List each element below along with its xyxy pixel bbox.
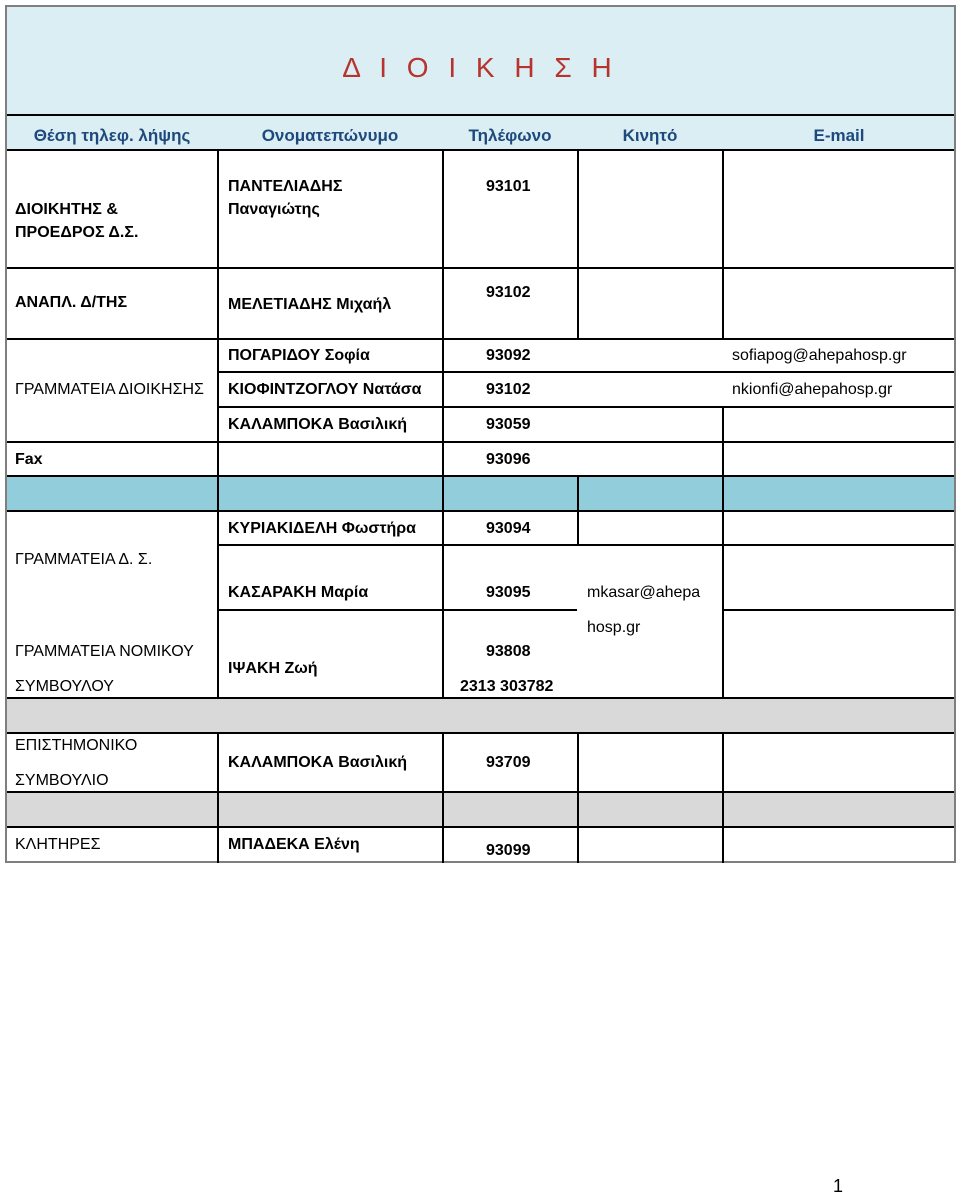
grid-line — [577, 510, 579, 545]
person-name: ΜΠΑΔΕΚΑ Ελένη — [228, 836, 360, 853]
email-address[interactable]: hosp.gr — [587, 619, 641, 636]
position-label: ΣΥΜΒΟΥΛΟΥ — [15, 678, 114, 695]
phone-number: 93099 — [486, 842, 531, 859]
grid-line — [7, 338, 954, 340]
header-position: Θέση τηλεφ. λήψης — [33, 126, 191, 145]
grid-line — [7, 441, 954, 443]
grid-line — [7, 149, 954, 151]
grid-line — [722, 475, 724, 510]
grid-line — [217, 609, 577, 611]
grid-line — [7, 791, 954, 793]
person-name: ΜΕΛΕΤΙΑΔΗΣ Μιχαήλ — [228, 296, 392, 313]
header-mobile: Κινητό — [622, 126, 678, 145]
grid-line — [442, 510, 444, 698]
grid-line — [442, 149, 444, 441]
grid-line — [7, 732, 954, 734]
grid-line — [722, 441, 724, 476]
gray-separator-band-2 — [7, 792, 954, 827]
grid-line — [217, 544, 954, 546]
grid-line — [722, 732, 724, 863]
grid-line — [442, 732, 444, 863]
grid-line — [217, 371, 954, 373]
phone-number: 93709 — [486, 754, 531, 771]
grid-line — [722, 149, 724, 339]
phone-number: 93092 — [486, 347, 531, 364]
gray-separator-band-1 — [7, 698, 954, 733]
phone-number: 2313 303782 — [460, 678, 554, 695]
person-name: ΚΙΟΦΙΝΤΖΟΓΛΟΥ Νατάσα — [228, 381, 422, 398]
page-title: Δ Ι Ο Ι Κ Η Σ Η — [342, 52, 618, 83]
person-name: ΙΨΑΚΗ Ζωή — [228, 660, 318, 677]
blue-separator-band — [7, 476, 954, 511]
grid-line — [217, 406, 954, 408]
grid-line — [7, 114, 954, 116]
person-name: Παναγιώτης — [228, 201, 320, 218]
position-label: ΑΝΑΠΛ. Δ/ΤΗΣ — [15, 294, 128, 311]
grid-line — [7, 826, 954, 828]
person-name: ΚΑΛΑΜΠΟΚΑ Βασιλική — [228, 754, 408, 771]
person-name: ΚΑΣΑΡΑΚΗ Μαρία — [228, 584, 369, 601]
email-address[interactable]: nkionfi@ahepahosp.gr — [732, 381, 893, 398]
grid-line — [722, 406, 724, 441]
grid-line — [7, 475, 954, 477]
grid-line — [7, 267, 954, 269]
position-label: ΕΠΙΣΤΗΜΟΝΙΚΟ — [15, 737, 138, 754]
grid-line — [442, 475, 444, 510]
email-address[interactable]: sofiapog@ahepahosp.gr — [732, 347, 907, 364]
grid-line — [577, 475, 579, 510]
position-label: ΔΙΟΙΚΗΤΗΣ & — [15, 201, 118, 218]
fax-number: 93096 — [486, 451, 531, 468]
phone-number: 93102 — [486, 381, 531, 398]
header-name: Ονοματεπώνυμο — [261, 126, 399, 145]
grid-line — [722, 510, 724, 698]
phone-number: 93094 — [486, 520, 531, 537]
page-number: 1 — [833, 1176, 844, 1196]
grid-line — [442, 441, 444, 476]
header-email: E-mail — [813, 126, 865, 145]
position-label: ΓΡΑΜΜΑΤΕΙΑ ΔΙΟΙΚΗΣΗΣ — [15, 381, 204, 398]
grid-line — [217, 441, 219, 476]
grid-line — [217, 149, 219, 441]
position-label: ΣΥΜΒΟΥΛΙΟ — [15, 772, 109, 789]
position-label: ΠΡΟΕΔΡΟΣ Δ.Σ. — [15, 224, 139, 241]
position-label: ΚΛΗΤΗΡΕΣ — [15, 836, 101, 853]
phone-number: 93102 — [486, 284, 531, 301]
grid-line — [7, 510, 954, 512]
person-name: ΚΑΛΑΜΠΟΚΑ Βασιλική — [228, 416, 408, 433]
phone-number: 93101 — [486, 178, 531, 195]
grid-line — [217, 732, 219, 863]
person-name: ΚΥΡΙΑΚΙΔΕΛΗ Φωστήρα — [228, 520, 416, 537]
header-phone: Τηλέφωνο — [468, 126, 552, 145]
email-address[interactable]: mkasar@ahepa — [587, 584, 701, 601]
phone-number: 93095 — [486, 584, 531, 601]
fax-label: Fax — [15, 451, 43, 468]
position-label: ΓΡΑΜΜΑΤΕΙΑ Δ. Σ. — [15, 551, 153, 568]
grid-line — [577, 732, 579, 863]
grid-line — [7, 697, 954, 699]
person-name: ΠΑΝΤΕΛΙΑΔΗΣ — [228, 178, 343, 195]
position-label: ΓΡΑΜΜΑΤΕΙΑ ΝΟΜΙΚΟΥ — [15, 643, 194, 660]
grid-line — [217, 510, 219, 698]
grid-line — [217, 475, 219, 510]
grid-line — [722, 609, 954, 611]
phone-number: 93059 — [486, 416, 531, 433]
person-name: ΠΟΓΑΡΙΔΟΥ Σοφία — [228, 347, 370, 364]
phone-number: 93808 — [486, 643, 531, 660]
grid-line — [577, 149, 579, 339]
